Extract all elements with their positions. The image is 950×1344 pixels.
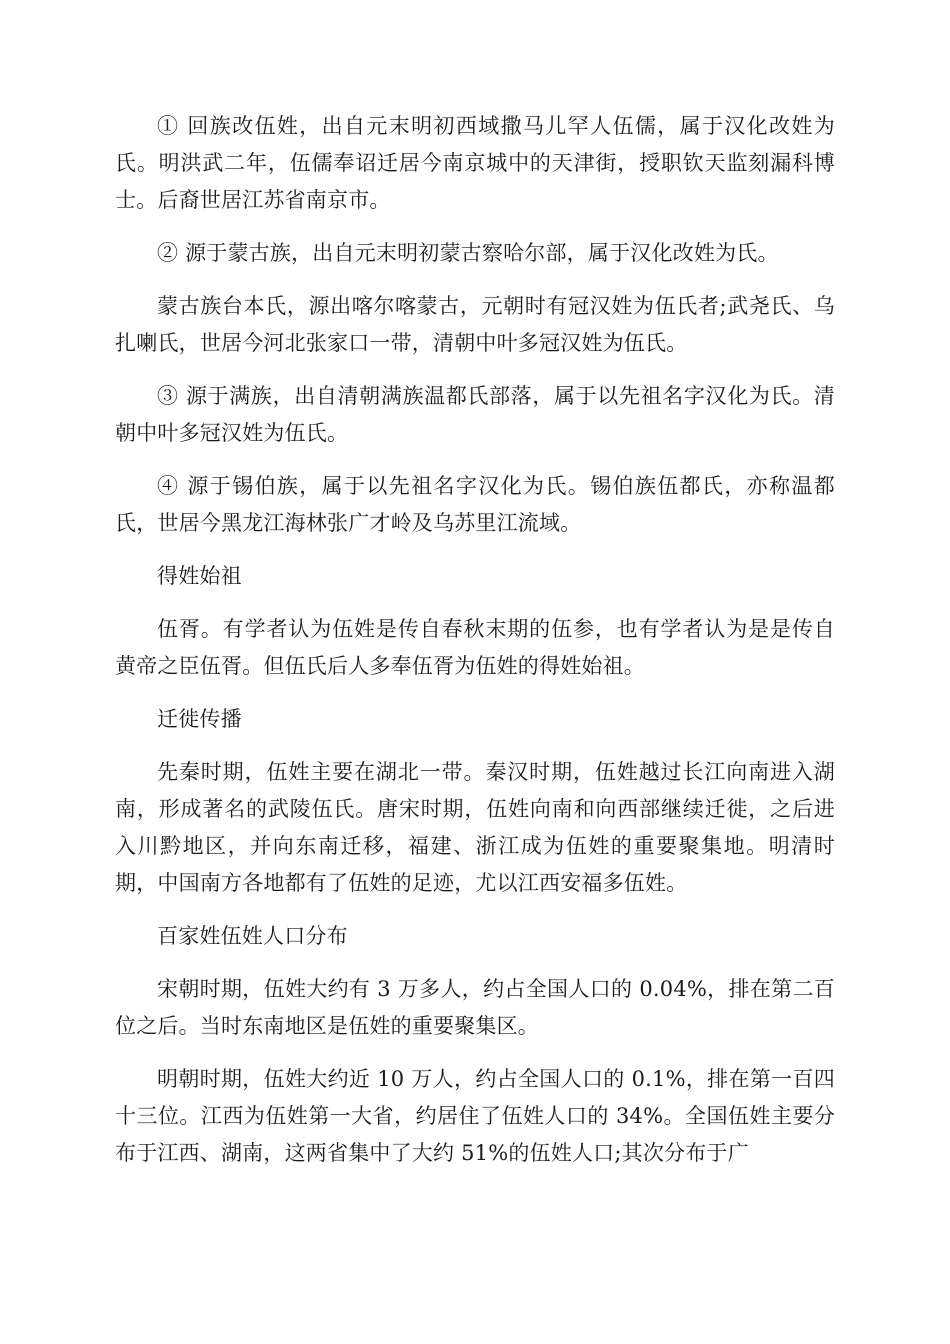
paragraph-ming-population: 明朝时期，伍姓大约近 10 万人，约占全国人口的 0.1%，排在第一百四十三位。江西为伍姓第一大省，约居住了伍姓人口的 34%。全国伍姓主要分布于江西、湖南，这两省集中了大约 51%的伍姓人口;其次分布于广: [115, 1067, 835, 1165]
document-body: [115, 108, 835, 1188]
section-heading-ancestor: 得姓始祖: [157, 564, 242, 588]
paragraph-ancestor: 伍胥。有学者认为伍姓是传自春秋末期的伍参，也有学者认为是是传自黄帝之臣伍胥。但伍氏后人多奉伍胥为伍姓的得姓始祖。: [115, 617, 835, 678]
section-heading-migration: 迁徙传播: [157, 707, 242, 731]
section-heading-population: 百家姓伍姓人口分布: [157, 924, 348, 948]
paragraph-hui-origin: ① 回族改伍姓，出自元末明初西域撒马儿罕人伍儒，属于汉化改姓为氏。明洪武二年，伍儒奉诏迁居今南京城中的天津街，授职钦天监刻漏科博士。后裔世居江苏省南京市。: [115, 114, 835, 212]
paragraph-manchu-origin: ③ 源于满族，出自清朝满族温都氏部落，属于以先祖名字汉化为氏。清朝中叶多冠汉姓为伍氏。: [115, 384, 835, 445]
paragraph-mongol-origin: ② 源于蒙古族，出自元末明初蒙古察哈尔部，属于汉化改姓为氏。: [157, 241, 779, 265]
paragraph-migration: 先秦时期，伍姓主要在湖北一带。秦汉时期，伍姓越过长江向南进入湖南，形成著名的武陵伍氏。唐宋时期，伍姓向南和向西部继续迁徙，之后进入川黔地区，并向东南迁移，福建、浙江成为伍姓的重要聚集地。明清时期，中国南方各地都有了伍姓的足迹，尤以江西安福多伍姓。: [115, 760, 835, 895]
paragraph-song-population: 宋朝时期，伍姓大约有 3 万多人，约占全国人口的 0.04%，排在第二百位之后。当时东南地区是伍姓的重要聚集区。: [115, 977, 835, 1038]
paragraph-mongol-taiben: 蒙古族台本氏，源出喀尔喀蒙古，元朝时有冠汉姓为伍氏者;武尧氏、乌扎喇氏，世居今河北张家口一带，清朝中叶多冠汉姓为伍氏。: [115, 294, 835, 355]
paragraph-xibe-origin: ④ 源于锡伯族，属于以先祖名字汉化为氏。锡伯族伍都氏，亦称温都氏，世居今黑龙江海林张广才岭及乌苏里江流域。: [115, 474, 835, 535]
